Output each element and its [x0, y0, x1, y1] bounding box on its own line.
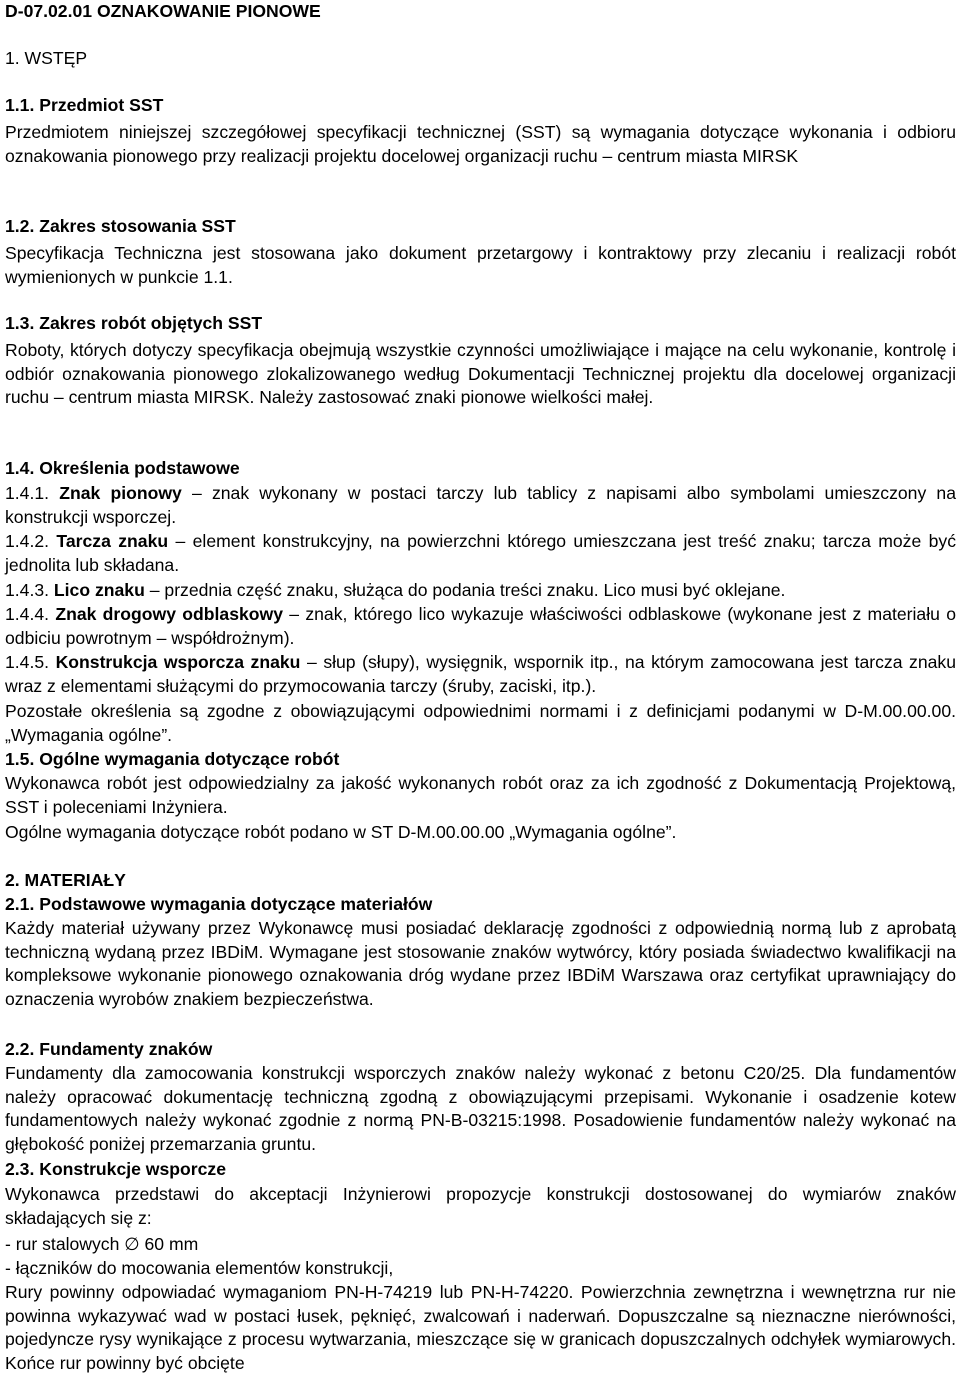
- definition-number: 1.4.4.: [5, 604, 50, 624]
- definition-text: – słup (słupy), wysięgnik, wspornik itp., na którym zamocowana jest tarcza znaku wraz z elementami służącymi do przymocowania tarczy (śruby, zaciski, itp.).: [5, 652, 956, 696]
- subsection-2-2-heading: 2.2. Fundamenty znaków: [5, 1039, 213, 1059]
- subsection-1-4-heading: 1.4. Określenia podstawowe: [5, 458, 240, 478]
- definition-number: 1.4.2.: [5, 531, 50, 551]
- subsection-1-5-heading: 1.5. Ogólne wymagania dotyczące robót: [5, 749, 340, 769]
- list-item-pipes: [5, 1233, 956, 1258]
- document-title: D-07.02.01 OZNAKOWANIE PIONOWE: [5, 1, 321, 21]
- subsection-1-5-body-1: Wykonawca robót jest odpowiedzialny za jakość wykonanych robót oraz za ich zgodność z Dokumentacją Projektową, SST i poleceniami Inżyniera.: [5, 773, 956, 817]
- subsection-1-1-body: Przedmiotem niniejszej szczegółowej specyfikacji technicznej (SST) są wymagania dotyczące wykonania i odbioru oznakowania pionowego przy realizacji projektu docelowej organizacji ruchu – centrum miasta MIRSK: [5, 122, 956, 166]
- definition-number: 1.4.5.: [5, 652, 50, 672]
- subsection-2-3-body-2: Rury powinny odpowiadać wymaganiom PN-H-74219 lub PN-H-74220. Powierzchnia zewnętrzna i wewnętrzna rur nie powinna wykazywać wad w postaci łusek, pęknięć, zwalcowań i naderwań. Dopuszczalne są nieznaczne nierówności, pojedyncze rysy wynikające z procesu wytwarzania, mieszczące się w granicach dopuszczalnych odchyłek wymiarowych. Końce rur powinny być obcięte: [5, 1282, 956, 1373]
- definition-1-4-5: [5, 651, 956, 698]
- list-item-text: 60 mm: [139, 1234, 199, 1254]
- definition-term: Znak pionowy: [59, 483, 182, 503]
- definition-term: Lico znaku: [53, 580, 145, 600]
- list-item-connectors: - łączników do mocowania elementów konstrukcji,: [5, 1258, 394, 1278]
- subsection-1-3-heading: 1.3. Zakres robót objętych SST: [5, 313, 263, 333]
- definition-number: 1.4.1.: [5, 483, 50, 503]
- definition-1-4-1: [5, 482, 956, 529]
- subsection-2-2-body: Fundamenty dla zamocowania konstrukcji wsporczych znaków należy wykonać z betonu C20/25. Dla fundamentów należy opracować dokumentację techniczną zgodną z obowiązującymi przepisami. Wykonanie i osadzenie kotew fundamentowych należy wykonać zgodnie z normą PN-B-03215:1998. Posadowienie fundamentów należy wykonać na głębokość poniżej przemarzania gruntu.: [5, 1063, 956, 1154]
- subsection-2-1-heading: 2.1. Podstawowe wymagania dotyczące materiałów: [5, 894, 433, 914]
- definition-term: Tarcza znaku: [56, 531, 169, 551]
- subsection-1-2-body: Specyfikacja Techniczna jest stosowana jako dokument przetargowy i kontraktowy przy zlecaniu i realizacji robót wymienionych w punkcie 1.1.: [5, 243, 956, 287]
- section-2-heading: 2. MATERIAŁY: [5, 870, 126, 890]
- list-item-text: - rur stalowych: [5, 1234, 125, 1254]
- definition-1-4-3: [5, 579, 956, 603]
- diameter-symbol-icon: ∅: [124, 1235, 140, 1255]
- definition-1-4-4: [5, 603, 956, 650]
- subsection-2-3-body: Wykonawca przedstawi do akceptacji Inżynierowi propozycje konstrukcji dostosowanej do wymiarów znaków składających się z:: [5, 1184, 956, 1228]
- subsection-1-5-body-2: Ogólne wymagania dotyczące robót podano w ST D-M.00.00.00 „Wymagania ogólne”.: [5, 822, 677, 842]
- section-1-heading: 1. WSTĘP: [5, 48, 88, 68]
- definition-1-4-2: [5, 530, 956, 577]
- definition-text: – przednia część znaku, służąca do podania treści znaku. Lico musi być oklejane.: [144, 580, 786, 600]
- subsection-2-1-body: Każdy materiał używany przez Wykonawcę musi posiadać deklarację zgodności z odpowiednią normą lub z aprobatą techniczną wydaną przez IBDiM. Wymagane jest stosowanie znaków wytwórcy, który posiada świadectwo kwalifikacji na kompleksowe wykonanie pionowego oznakowania dróg wydane przez IBDiM Warszawa oraz certyfikat uprawniający do oznaczenia wyrobów znakiem bezpieczeństwa.: [5, 918, 956, 1009]
- subsection-1-2-heading: 1.2. Zakres stosowania SST: [5, 216, 236, 236]
- definition-text: – element konstrukcyjny, na powierzchni którego umieszczana jest treść znaku; tarcza może być jednolita lub składana.: [5, 531, 957, 575]
- subsection-1-1-heading: 1.1. Przedmiot SST: [5, 95, 164, 115]
- definition-number: 1.4.3.: [5, 580, 50, 600]
- definition-text: – znak wykonany w postaci tarczy lub tablicy z napisami albo symbolami umieszczony na konstrukcji wsporczej.: [5, 483, 956, 527]
- definitions-tail: Pozostałe określenia są zgodne z obowiązującymi odpowiednimi normami i z definicjami podanymi w D-M.00.00.00. „Wymagania ogólne”.: [5, 701, 956, 745]
- subsection-1-3-body: Roboty, których dotyczy specyfikacja obejmują wszystkie czynności umożliwiające i mające na celu wykonanie, kontrolę i odbiór oznakowania pionowego zlokalizowanego według Dokumentacji Technicznej projektu dla docelowej organizacji ruchu – centrum miasta MIRSK. Należy zastosować znaki pionowe wielkości małej.: [5, 340, 956, 407]
- definition-term: Znak drogowy odblaskowy: [55, 604, 283, 624]
- definition-term: Konstrukcja wsporcza znaku: [55, 652, 301, 672]
- definition-text: – znak, którego lico wykazuje właściwości odblaskowe (wykonane jest z materiału o odbiciu powrotnym – współdrożnym).: [5, 604, 956, 648]
- subsection-2-3-heading: 2.3. Konstrukcje wsporcze: [5, 1159, 226, 1179]
